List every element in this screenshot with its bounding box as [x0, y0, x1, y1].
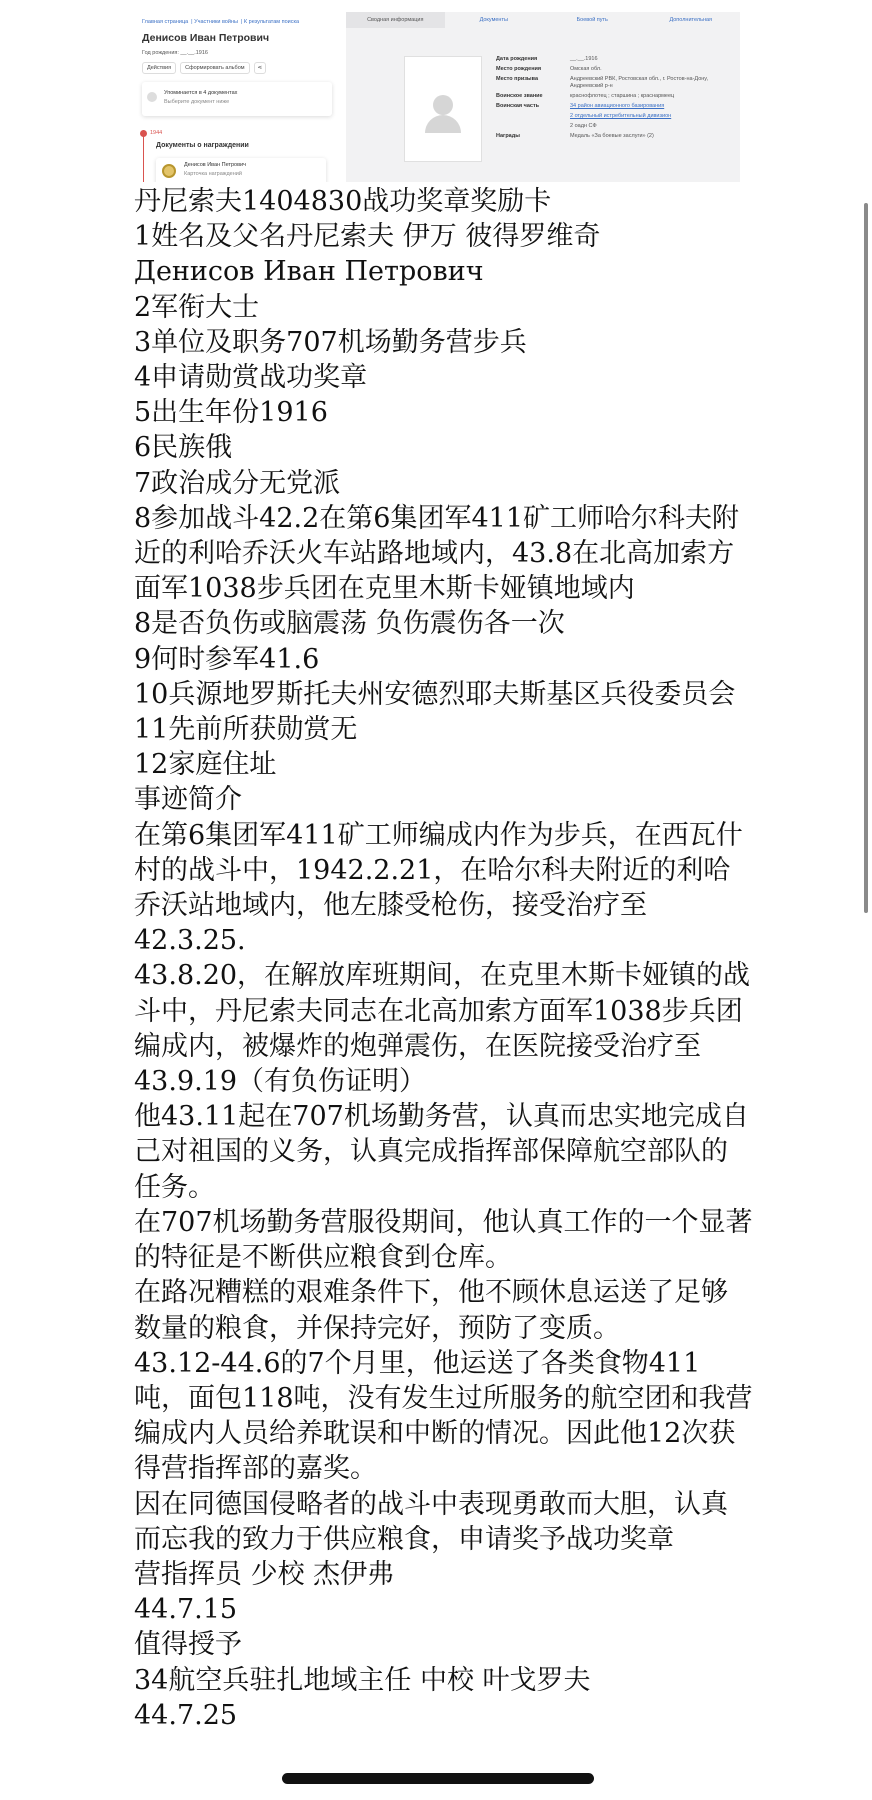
embedded-archive-screenshot	[136, 12, 740, 182]
text-line: 3单位及职务707机场勤务营步兵	[134, 326, 527, 358]
text-line: 6民族俄	[134, 432, 233, 464]
text-line: 10兵源地罗斯托夫州安德烈耶夫斯基区兵役委员会	[134, 678, 736, 710]
text-line: Денисов Иван Петрович	[134, 256, 484, 288]
birth-year: Год рождения: __.__.1916	[142, 50, 208, 56]
summary-panel	[346, 12, 740, 182]
section-heading: 事迹简介	[134, 784, 242, 816]
mentions-subtitle: Выберите документ ниже	[164, 99, 230, 105]
mentions-title: Упоминается в 4 документах	[164, 90, 238, 96]
avatar-body-icon	[425, 115, 461, 133]
text-line: 值得授予	[134, 1629, 242, 1661]
person-panel	[136, 12, 344, 182]
info-key: Дата рождения	[496, 56, 538, 62]
info-value: 2 оадн СФ	[570, 123, 597, 129]
info-row	[496, 103, 736, 110]
info-table	[496, 56, 736, 143]
military-unit-link[interactable]: 34 район авиационного базирования	[570, 103, 665, 109]
info-row	[496, 93, 736, 100]
text-line: 8是否负伤或脑震荡 负伤震伤各一次	[134, 608, 565, 640]
photo-placeholder	[404, 56, 482, 162]
text-line: 因在同德国侵略者的战斗中表现勇敢而大胆，认真而忘我的致力于供应粮食，申请奖予战功奖章	[134, 1488, 728, 1555]
text-line: 在第6集团军411矿工师编成内作为步兵，在西瓦什村的战斗中，1942.2.21，在哈尔科夫附近的利哈乔沃站地域内，他左膝受枪伤，接受治疗至42.3.25.	[134, 819, 743, 957]
timeline-line	[143, 130, 144, 182]
info-row	[496, 123, 736, 130]
text-line: 34航空兵驻扎地域主任 中校 叶戈罗夫	[134, 1664, 591, 1696]
text-line: 43.12-44.6的7个月里，他运送了各类食物411吨，面包118吨，没有发生过所服务的航空团和我营编成内人员给养耽误和中断的情况。因此他12次获得营指挥部的嘉奖。	[134, 1347, 753, 1485]
home-indicator[interactable]	[282, 1773, 594, 1784]
info-value: __.__.1916	[570, 56, 598, 62]
info-key: Воинское звание	[496, 93, 543, 99]
text-line: 8参加战斗42.2在第6集团军411矿工师哈尔科夫附近的利哈乔沃火车站路地域内，43.8在北高加索方面军1038步兵团在克里木斯卡娅镇地域内	[134, 502, 740, 605]
scrollbar[interactable]	[864, 203, 868, 913]
text-line: 5出生年份1916	[134, 397, 328, 429]
info-value: Омская обл.	[570, 66, 602, 72]
info-value: Андреевский РВК, Ростовская обл., г. Ростов-на-Дону, Андреевский р-н	[570, 76, 709, 89]
info-key: Место призыва	[496, 76, 538, 82]
text-line: 营指挥员 少校 杰伊弗	[134, 1558, 395, 1590]
info-row	[496, 133, 736, 140]
tab-summary[interactable]: Сводная информация	[346, 12, 445, 28]
awards-heading: Документы о награждении	[156, 142, 249, 149]
create-album-button[interactable]: Сформировать альбом	[180, 62, 249, 74]
text-line: 2军衔大士	[134, 291, 260, 323]
timeline-year: 1944	[150, 130, 163, 136]
text-line: 1姓名及父名丹尼索夫 伊万 彼得罗维奇	[134, 221, 601, 253]
medal-icon	[162, 164, 176, 178]
text-line: 9何时参军41.6	[134, 643, 320, 675]
military-unit-link[interactable]: 2 отдельный истребительный дивизион	[570, 113, 672, 119]
doc-title: 丹尼索夫1404830战功奖章奖励卡	[134, 186, 552, 217]
info-key: Место рождения	[496, 66, 542, 72]
avatar-head-icon	[433, 95, 453, 115]
info-row	[496, 66, 736, 73]
award-card-type: Карточка награждений	[184, 171, 242, 177]
info-key	[496, 113, 570, 120]
text-line: 44.7.25	[134, 1699, 238, 1731]
text-line: 12家庭住址	[134, 749, 277, 781]
text-line: 他43.11起在707机场勤务营，认真而忠实地完成自己对祖国的义务，认真完成指挥部保障航空部队的任务。	[134, 1101, 749, 1203]
text-line: 在707机场勤务营服役期间，他认真工作的一个显著的特征是不断供应粮食到仓库。	[134, 1206, 753, 1274]
text-line: 11先前所获勋赏无	[134, 714, 358, 746]
info-value: краснофлотец ; старшина ; краснармеец	[570, 93, 675, 99]
award-card-name: Денисов Иван Петрович	[184, 162, 246, 168]
person-name: Денисов Иван Петрович	[142, 32, 270, 44]
note-text[interactable]	[134, 184, 754, 1733]
info-row	[496, 76, 736, 90]
info-key: Награды	[496, 133, 520, 139]
text-line: 44.7.15	[134, 1594, 238, 1626]
text-line: 在路况糟糕的艰难条件下，他不顾休息运送了足够数量的粮食，并保持完好，预防了变质。	[134, 1277, 728, 1344]
text-line: 7政治成分无党派	[134, 467, 341, 499]
tab-combat-path[interactable]: Боевой путь	[576, 17, 608, 23]
breadcrumb-participants-link[interactable]: Участники войны	[194, 19, 238, 25]
award-card[interactable]	[156, 158, 326, 182]
info-key	[496, 123, 570, 130]
tab-additional[interactable]: Дополнительная	[669, 17, 713, 23]
info-value: Медаль «За боевые заслуги» (2)	[570, 133, 654, 139]
text-line: 4申请勋赏战功奖章	[134, 362, 368, 394]
tab-documents[interactable]: Документы	[479, 17, 508, 23]
action-bar	[142, 62, 266, 74]
share-icon[interactable]: ⋖	[254, 62, 267, 74]
breadcrumb: Главная страница | Участники войны | К результатам поиска	[142, 19, 300, 25]
text-line: 43.8.20，在解放库班期间，在克里木斯卡娅镇的战斗中，丹尼索夫同志在北高加索方面军1038步兵团编成内，被爆炸的炮弹震伤，在医院接受治疗至43.9.19（有负伤证明）	[134, 960, 751, 1098]
info-row	[496, 113, 736, 120]
breadcrumb-home-link[interactable]: Главная страница	[142, 19, 189, 25]
info-key: Воинская часть	[496, 103, 540, 109]
info-row	[496, 56, 736, 63]
document-icon	[147, 92, 157, 102]
breadcrumb-results-link[interactable]: К результатам поиска	[243, 19, 300, 25]
tab-bar	[346, 12, 740, 28]
actions-button[interactable]: Действия	[142, 62, 176, 74]
mentions-card[interactable]	[142, 82, 332, 116]
timeline-dot	[140, 130, 147, 137]
